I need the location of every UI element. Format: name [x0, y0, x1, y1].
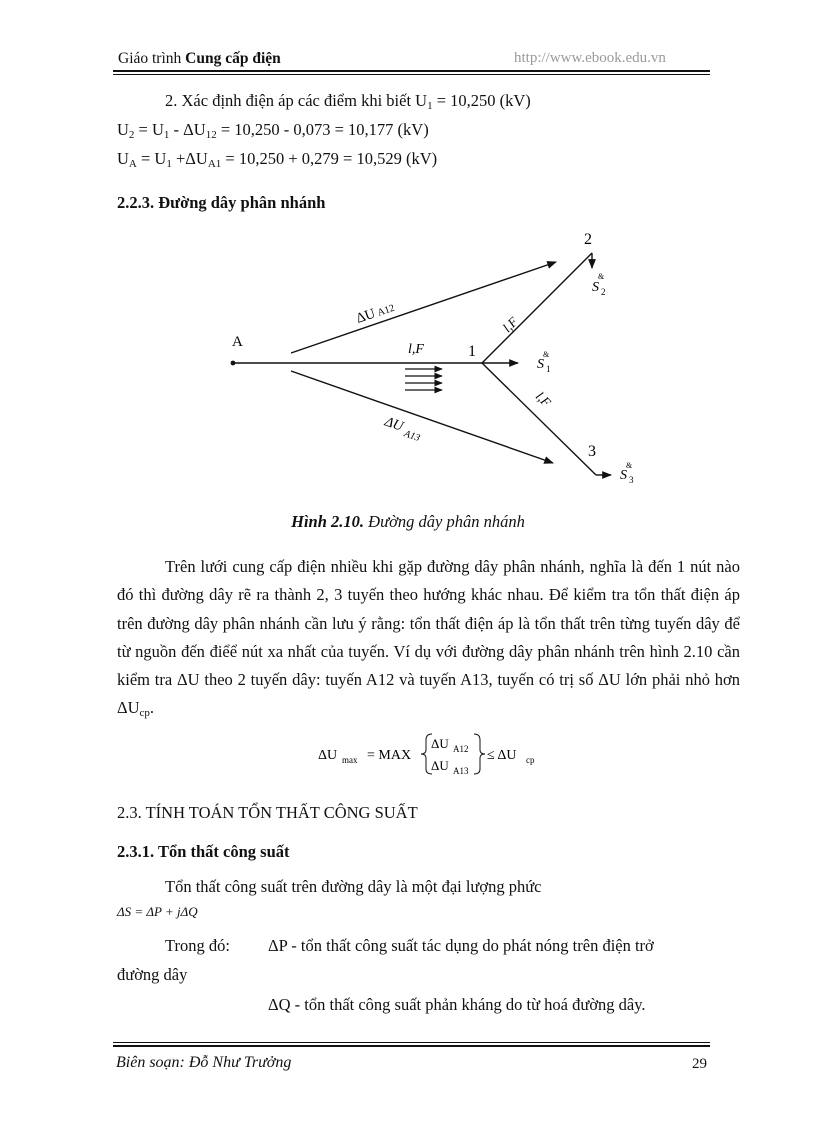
- header-title-prefix: Giáo trình: [118, 50, 182, 67]
- where-label: Trong đó:: [165, 936, 230, 955]
- du-a12-label: [354, 300, 396, 327]
- du-a13-arrow: [291, 371, 553, 463]
- header-title: [118, 50, 281, 68]
- lf-branch3-label: l,F: [532, 388, 554, 410]
- eq-u2: [117, 120, 429, 141]
- footer-rule-thin: [113, 1042, 710, 1043]
- node-1-label: 1: [468, 343, 476, 360]
- du-a13-label: [381, 414, 424, 444]
- eq-ua-a: U: [117, 149, 129, 168]
- load-3-dot: &: [626, 461, 633, 470]
- load-3-s: S: [620, 468, 627, 483]
- formula-rhs-sub: cp: [526, 755, 535, 765]
- node-2-label: 2: [584, 231, 592, 248]
- section-231-heading: 2.3.1. Tổn thất công suất: [117, 842, 290, 861]
- du-a12-sub: A12: [376, 302, 397, 319]
- eq-ua: [117, 149, 437, 170]
- node-a-dot: [231, 361, 236, 366]
- lf-main-label: l,F: [408, 342, 424, 357]
- formula-lhs-sub: max: [342, 755, 358, 765]
- du-a13-text: ΔU: [382, 414, 405, 435]
- branch-1-2-line: [482, 253, 592, 363]
- formula-lhs: ΔU: [318, 748, 338, 763]
- dp-definition: ΔP - tổn thất công suất tác dụng do phát nóng trên điện trở: [268, 936, 654, 955]
- branch-line-diagram: [0, 220, 816, 495]
- formula-rhs: ≤ ΔU: [487, 748, 517, 763]
- header-rule-thick: [113, 70, 710, 72]
- load-1-sub: 1: [546, 364, 551, 374]
- load-2-dot: &: [598, 272, 605, 281]
- load-2-label: [592, 272, 606, 297]
- formula-row2-sub: A13: [453, 766, 469, 776]
- du-a12-text: ΔU: [354, 306, 378, 327]
- section-231-para: Tổn thất công suất trên đường dây là một đại lượng phức: [165, 877, 542, 896]
- formula-ds: ΔS = ΔP + jΔQ: [117, 904, 198, 919]
- load-2-s: S: [592, 280, 599, 295]
- eq-ua-c: +ΔU: [171, 149, 208, 168]
- load-2-sub: 2: [601, 287, 606, 297]
- formula-eq: = MAX: [367, 748, 412, 763]
- footer-author: Biên soạn: Đỗ Như Trưởng: [116, 1054, 292, 1071]
- header-url[interactable]: http://www.ebook.edu.vn: [514, 50, 666, 66]
- dp-definition-cont: đường dây: [117, 965, 188, 984]
- header-rule-thin: [113, 74, 710, 75]
- eq-ua-sub3: A1: [207, 158, 222, 170]
- eq-ua-sub1: A: [128, 158, 137, 170]
- node-3-label: 3: [588, 443, 596, 460]
- du-a13-sub: A13: [402, 428, 422, 445]
- eq-u2-sub2: 1: [163, 129, 170, 141]
- footer-rule-thick: [113, 1045, 710, 1047]
- section-223-heading: 2.2.3. Đường dây phân nhánh: [117, 193, 326, 212]
- eq-ua-d: = 10,250 + 0,279 = 10,529 (kV): [221, 149, 438, 168]
- eq-u2-sub1: 2: [128, 129, 135, 141]
- load-1-label: [537, 350, 551, 374]
- eq-ua-sub2: 1: [166, 158, 172, 170]
- caption-text: Đường dây phân nhánh: [364, 512, 525, 531]
- step2-line: [165, 91, 531, 112]
- section-23-heading: 2.3. TÍNH TOÁN TỔN THẤT CÔNG SUẤT: [117, 803, 418, 822]
- eq-ua-b: = U: [136, 149, 167, 168]
- load-1-dot: &: [543, 350, 550, 359]
- step2-text: 2. Xác định điện áp các điểm khi biết U: [165, 91, 428, 110]
- eq-u2-sub3: 12: [205, 129, 217, 141]
- eq-u2-d: = 10,250 - 0,073 = 10,177 (kV): [216, 120, 429, 139]
- figure-caption: [0, 512, 816, 532]
- formula-row2: ΔU: [431, 758, 449, 773]
- step2-sub: 1: [427, 100, 433, 112]
- load-1-s: S: [537, 357, 544, 372]
- branch-paragraph-sub: cp: [139, 707, 150, 720]
- page-number: 29: [692, 1056, 707, 1072]
- node-a-label: A: [232, 334, 243, 350]
- formula-row1-sub: A12: [453, 744, 469, 754]
- formula-brace-right: [474, 734, 485, 774]
- formula-du-max: [290, 728, 590, 780]
- step2-rest: = 10,250 (kV): [432, 91, 531, 110]
- du-a12-arrow: [291, 262, 556, 353]
- load-3-sub: 3: [629, 475, 634, 485]
- caption-label: Hình 2.10.: [291, 512, 365, 531]
- eq-u2-a: U: [117, 120, 129, 139]
- dq-definition: ΔQ - tổn thất công suất phản kháng do từ hoá đường dây.: [268, 995, 646, 1014]
- load-3-label: [620, 461, 634, 485]
- eq-u2-c: - ΔU: [169, 120, 206, 139]
- header-title-bold: Cung cấp điện: [185, 50, 281, 67]
- formula-row1: ΔU: [431, 736, 449, 751]
- branch-paragraph-end: .: [149, 698, 155, 718]
- branch-paragraph-text: Trên lưới cung cấp điện nhiều khi gặp đường dây phân nhánh, nghĩa là đến 1 nút nào đó thì đường dây rẽ ra thành 2, 3 tuyến theo hướng khác nhau. Để kiểm tra tổn thất điện áp trên đường dây phân nhánh cần lưu ý rằng: tổn thất điện áp là tổn thất trên từng tuyến dây để từ nguồn đến điểể nút xa nhất của tuyến. Ví dụ với đường dây phân nhánh trên hình 2.10 cần kiểm tra ΔU theo 2 tuyến dây: tuyến A12 và tuyến A13, tuyến có trị số ΔU lớn phải nhỏ hơn ΔU: [117, 557, 740, 718]
- lf-branch2-label: l,F: [499, 314, 521, 336]
- eq-u2-b: = U: [134, 120, 164, 139]
- branch-paragraph: [117, 553, 740, 728]
